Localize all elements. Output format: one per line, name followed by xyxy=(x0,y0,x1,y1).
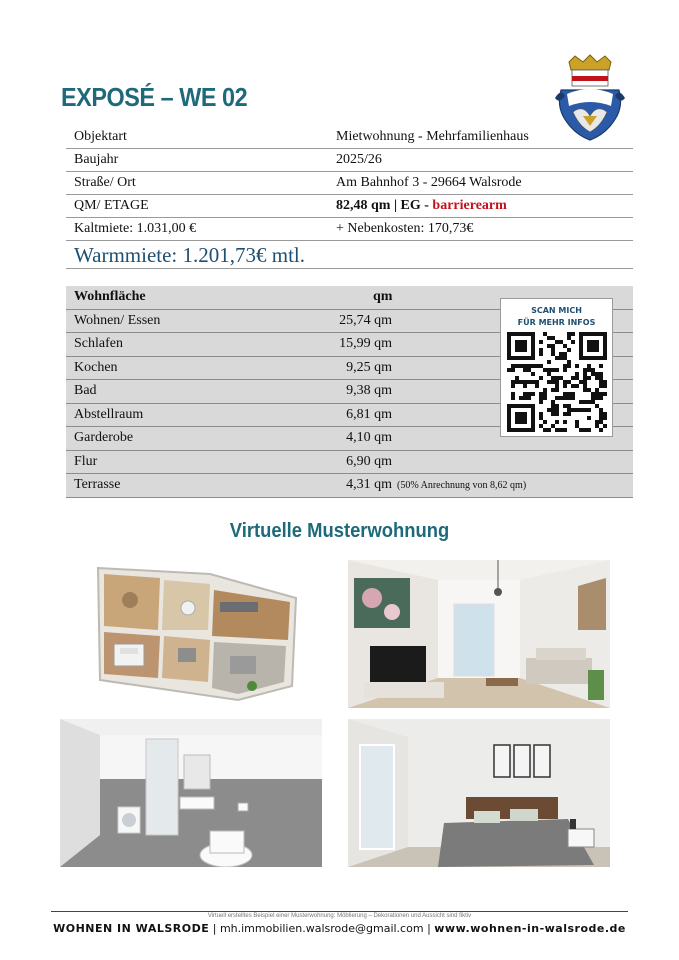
area-row xyxy=(66,474,633,498)
info-value: Am Bahnhof 3 - 29664 Walsrode xyxy=(336,175,522,190)
room-size: 4,31 qm xyxy=(346,477,392,492)
footer-separator: | xyxy=(427,922,435,935)
property-info-table xyxy=(66,126,633,269)
bedroom-image xyxy=(348,719,610,867)
area-row xyxy=(66,451,633,475)
area-header-label: Wohnfläche xyxy=(74,289,146,304)
living-room-image xyxy=(348,560,610,708)
qr-code-box[interactable] xyxy=(500,298,613,437)
qr-code-icon xyxy=(507,332,607,432)
room-name: Bad xyxy=(74,383,97,398)
info-label: Straße/ Ort xyxy=(74,175,136,190)
room-name: Garderobe xyxy=(74,430,134,445)
room-size: 9,38 qm xyxy=(346,383,392,398)
room-size: 15,99 qm xyxy=(339,336,392,351)
qr-caption-line1: SCAN MICH xyxy=(531,306,582,315)
room-size: 9,25 qm xyxy=(346,359,392,375)
room-name: Terrasse xyxy=(74,477,121,492)
info-label: Kaltmiete: 1.031,00 € xyxy=(74,221,197,236)
room-note: (50% Anrechnung von 8,62 qm) xyxy=(397,480,527,491)
qr-caption-line2: FÜR MEHR INFOS xyxy=(517,318,596,327)
room-size: 25,74 qm xyxy=(339,312,392,328)
info-label: Objektart xyxy=(74,129,127,144)
room-size: 4,10 qm xyxy=(346,430,392,445)
info-row-address xyxy=(66,172,633,195)
footer-disclaimer: Virtuell erstelltes Beispiel einer Musterwohnung: Möblierung – Dekorationen und Aussicht sind fiktiv xyxy=(207,913,472,919)
info-value: Mietwohnung - Mehrfamilienhaus xyxy=(336,129,529,144)
room-name: Schlafen xyxy=(74,336,123,351)
bathroom-image xyxy=(60,719,322,867)
footer-separator: | xyxy=(212,922,220,935)
footer-website-link[interactable]: www.wohnen-in-walsrode.de xyxy=(434,922,626,935)
footer-divider xyxy=(51,911,628,912)
size-floor-text: 82,48 qm | EG - xyxy=(336,198,433,213)
room-name: Abstellraum xyxy=(74,406,144,422)
gallery-title: Virtuelle Musterwohnung xyxy=(229,520,450,542)
info-row-warm-rent xyxy=(66,241,633,269)
info-row-rent xyxy=(66,218,633,241)
room-name: Flur xyxy=(74,453,98,469)
info-label: Baujahr xyxy=(74,152,119,167)
room-name: Wohnen/ Essen xyxy=(74,312,161,328)
info-value xyxy=(336,198,507,214)
warm-rent-text: Warmmiete: 1.201,73€ mtl. xyxy=(74,243,306,267)
footer-contact xyxy=(0,922,679,935)
page-title: EXPOSÉ – WE 02 xyxy=(61,82,248,112)
info-label: QM/ ETAGE xyxy=(74,198,149,213)
info-row-year xyxy=(66,149,633,172)
info-row-size-floor xyxy=(66,195,633,218)
footer-brand: WOHNEN IN WALSRODE xyxy=(53,922,210,935)
info-row-type xyxy=(66,126,633,149)
room-size: 6,90 qm xyxy=(346,453,392,469)
footer-email-link[interactable]: mh.immobilien.walsrode@gmail.com xyxy=(219,922,424,935)
floor-plan-image xyxy=(60,560,322,708)
area-header-unit: qm xyxy=(373,289,393,304)
room-name: Kochen xyxy=(74,359,118,375)
info-value: 2025/26 xyxy=(336,152,382,167)
room-size: 6,81 qm xyxy=(346,406,392,422)
info-value: + Nebenkosten: 170,73€ xyxy=(336,221,474,236)
accessibility-badge: barrierearm xyxy=(432,198,507,213)
